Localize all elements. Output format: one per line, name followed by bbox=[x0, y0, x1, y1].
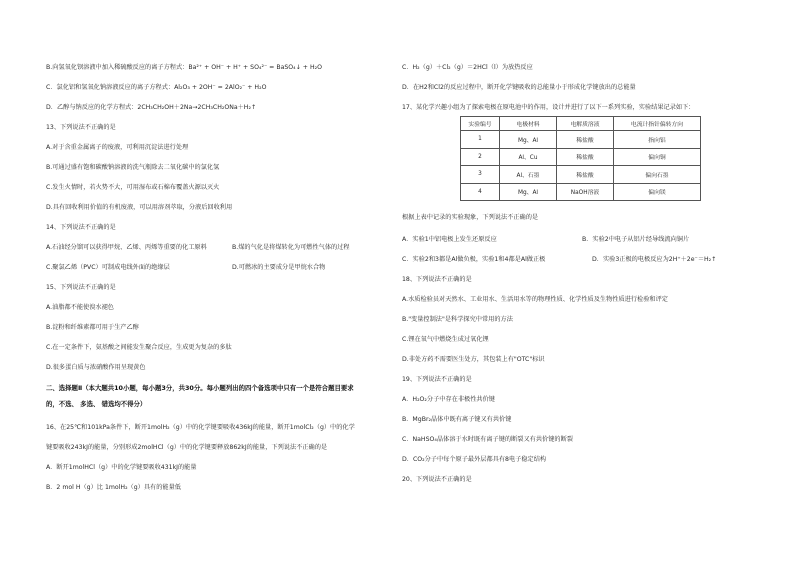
q15-option-a: A.油脂都不能使溴水褪色 bbox=[46, 304, 114, 311]
q15-stem: 15、下列说法不正确的是 bbox=[46, 284, 116, 291]
q14-option-c: C.聚氯乙烯（PVC）可制成电线外面的绝缘层 bbox=[46, 264, 170, 271]
q12-option-c: C．氯化铝和氢氧化钠溶液反应的离子方程式：Al₂O₃ + 2OH⁻ = 2AlO₂⁻ + H₂O bbox=[46, 84, 267, 91]
table-row bbox=[461, 131, 701, 149]
table-header-cell: 实验编号 bbox=[461, 117, 500, 131]
table-cell: Al、Cu bbox=[500, 148, 557, 166]
table-header-cell: 电解质溶液 bbox=[557, 117, 614, 131]
q17-option-a: A．实验1中铝电极上发生还原反应 bbox=[402, 236, 497, 243]
table-cell: 指向铝 bbox=[614, 131, 701, 149]
table-cell: 1 bbox=[461, 131, 500, 149]
table-cell: 偏向石墨 bbox=[614, 166, 701, 184]
q19-option-a: A．H₂O₂分子中存在非极性共价键 bbox=[402, 396, 495, 403]
table-header-cell: 电极材料 bbox=[500, 117, 557, 131]
q13-option-c: C.发生火情时，若火势不大，可用湿布或石棉布覆盖火源以灭火 bbox=[46, 184, 220, 191]
q13-option-a: A.对于含重金属离子的废液，可利用沉淀法进行处理 bbox=[46, 144, 189, 151]
table-cell: 2 bbox=[461, 148, 500, 166]
section-2-heading-cont: 的，不选、 多选、 错选均不得分） bbox=[46, 400, 147, 408]
q16-option-b: B．2 mol H（g）比 1molH₂（g）具有的能量低 bbox=[46, 484, 181, 491]
q18-option-c: C.锂在氧气中燃烧生成过氧化锂 bbox=[402, 336, 489, 343]
q13-option-d: D.具有回收利用价值的有机废液，可以用溶剂萃取，分液后回收利用 bbox=[46, 204, 233, 211]
table-row bbox=[461, 148, 701, 166]
q16-option-d: D．在H2和Cl2的反应过程中，断开化学键吸收的总能量小于形成化学键放出的总能量 bbox=[402, 84, 636, 91]
q19-option-b: B．MgBr₂晶体中既有离子键又有共价键 bbox=[402, 416, 512, 423]
q12-option-b: B.向氢氧化钡溶液中加入稀硫酸反应的离子方程式：Ba²⁺ + OH⁻ + H⁺ + SO₄²⁻ = BaSO₄↓ + H₂O bbox=[46, 64, 322, 71]
q18-stem: 18、下列说法不正确的是 bbox=[402, 276, 472, 283]
q17-stem: 17、某化学兴趣小组为了探索电极在原电池中的作用，设计并进行了以下一系列实验，实验结果记录如下： bbox=[402, 104, 695, 111]
table-cell: 4 bbox=[461, 183, 500, 201]
q14-stem: 14、下列说法不正确的是 bbox=[46, 224, 116, 231]
experiment-table bbox=[460, 116, 701, 201]
table-cell: 稀盐酸 bbox=[557, 166, 614, 184]
q13-stem: 13、下列说法不正确的是 bbox=[46, 124, 116, 131]
q15-option-b: B.淀粉和纤维素都可用于生产乙醇 bbox=[46, 324, 139, 331]
section-2-heading: 二、选择题Ⅱ（本大题共10小题，每小题3分，共30分。每小题列出的四个备选项中只有一个是符合题目要求 bbox=[46, 384, 354, 392]
table-cell: Mg、Al bbox=[500, 183, 557, 201]
table-cell: Al、石墨 bbox=[500, 166, 557, 184]
q12-option-d: D．乙醇与钠反应的化学方程式：2CH₃CH₂OH＋2Na→2CH₃CH₂ONa＋H₂↑ bbox=[46, 104, 257, 111]
q18-option-d: D.非处方药不需要医生处方，其包装上有"OTC"标识 bbox=[402, 356, 545, 363]
table-cell: NaOH溶液 bbox=[557, 183, 614, 201]
q19-stem: 19、下列说法不正确的是 bbox=[402, 376, 472, 383]
q16-stem-cont: 键要吸收243kJ的能量，分别形成2molHCl（g）中的化学键要释放862kJ的能量，下列说法不正确的是 bbox=[46, 444, 328, 451]
q16-option-c: C．H₂（g）＋Cl₂（g）＝2HCl（l）为放热反应 bbox=[402, 64, 533, 71]
q20-stem: 20、下列说法不正确的是 bbox=[402, 476, 472, 483]
q14-option-d: D.可燃冰的主要成分是甲烷水合物 bbox=[232, 264, 326, 271]
q13-option-b: B.可通过盛有饱和碳酸钠溶液的洗气瓶除去二氧化碳中的氯化氢 bbox=[46, 164, 220, 171]
table-row bbox=[461, 183, 701, 201]
table-header-cell: 电流计指针偏转方向 bbox=[614, 117, 701, 131]
q15-option-c: C.在一定条件下，氨基酸之间能发生聚合反应，生成更为复杂的多肽 bbox=[46, 344, 232, 351]
table-row bbox=[461, 166, 701, 184]
table-cell: Mg、Al bbox=[500, 131, 557, 149]
table-header-row bbox=[461, 117, 701, 131]
q19-option-d: D．CO₂分子中每个原子最外层都具有8电子稳定结构 bbox=[402, 456, 547, 463]
table-cell: 3 bbox=[461, 166, 500, 184]
q17-option-b: B．实验2中电子从铝片经导线流向铜片 bbox=[582, 236, 690, 243]
q14-option-b: B.煤的气化是将煤转化为可燃性气体的过程 bbox=[232, 244, 350, 251]
table-cell: 偏向铜 bbox=[614, 148, 701, 166]
q18-option-b: B."变量控制法"是科学探究中常用的方法 bbox=[402, 316, 513, 323]
q16-stem: 16、在25℃和101kPa条件下，断开1molH₂（g）中的化学键要吸收436kJ的能量，断开1molCl₂（g）中的化学 bbox=[46, 424, 355, 431]
q18-option-a: A.水质检验员对天然水、工业用水、生活用水等的物理性质、化学性质及生物性质进行检验和评定 bbox=[402, 296, 668, 303]
q17-option-d: D．实验3正极的电极反应为2H⁺＋2e⁻＝H₂↑ bbox=[592, 256, 717, 263]
q19-option-c: C．NaHSO₄晶体溶于水时既有离子键的断裂又有共价键的断裂 bbox=[402, 436, 573, 443]
q15-option-d: D.很多蛋白质与浓硝酸作用呈现黄色 bbox=[46, 364, 146, 371]
q16-option-a: A．断开1molHCl（g）中的化学键要吸收431kJ的能量 bbox=[46, 464, 197, 471]
table-cell: 稀盐酸 bbox=[557, 131, 614, 149]
table-cell: 稀盐酸 bbox=[557, 148, 614, 166]
q17-option-c: C．实验2和3都是Al做负极，实验1和4都是Al做正极 bbox=[402, 256, 546, 263]
table-cell: 偏向镁 bbox=[614, 183, 701, 201]
q14-option-a: A.石油经分馏可以获得甲烷、乙烯、丙烯等重要的化工原料 bbox=[46, 244, 207, 251]
q17-sub-stem: 根据上表中记录的实验现象，下列说法不正确的是 bbox=[402, 214, 539, 221]
